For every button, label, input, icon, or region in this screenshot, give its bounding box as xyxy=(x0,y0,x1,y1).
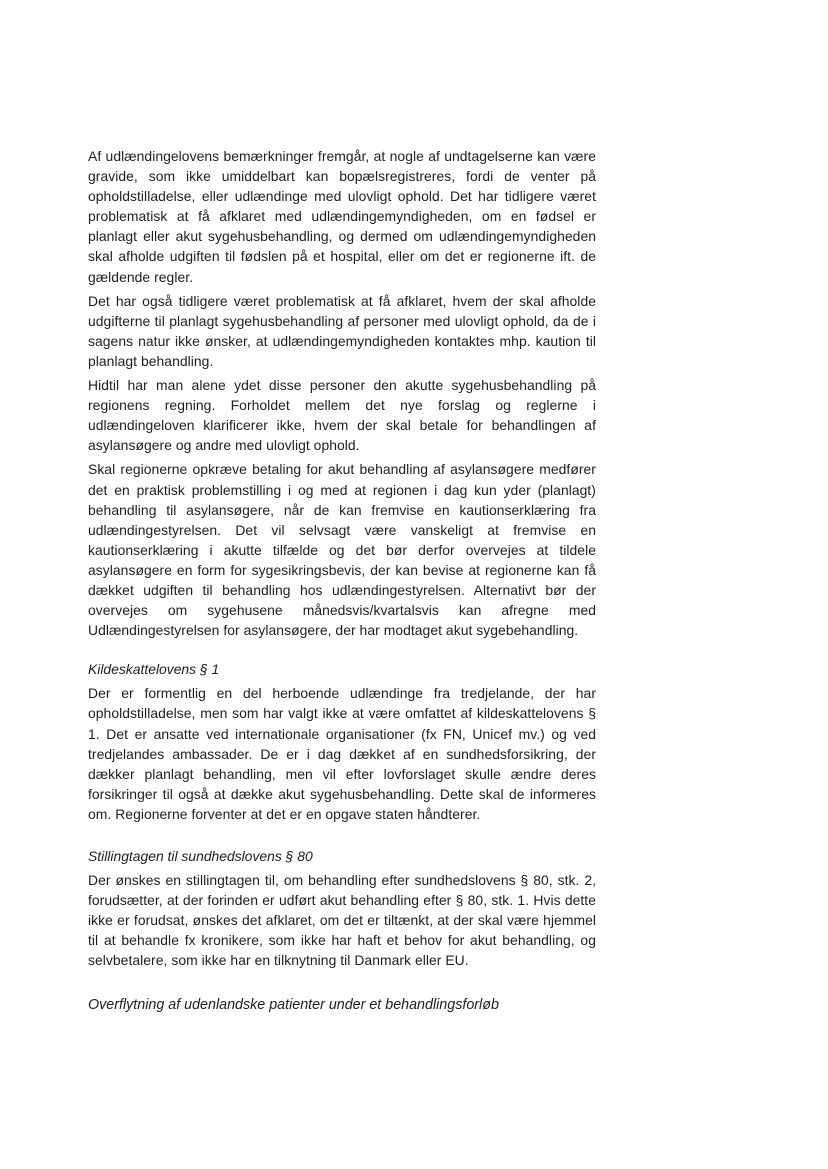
paragraph-udlaendingelov: Af udlændingelovens bemærkninger fremgår, at nogle af undtagelserne kan være gravide, som ikke umiddelbart kan bopælsregistreres, fordi de venter på opholdstilladelse, eller udlændinge med ulovligt ophold. Det har tidligere været problematisk at få afklaret med udlændingemyndigheden, om en fødsel er planlagt eller akut sygehusbehandling, og dermed om udlændingemyndigheden skal afholde udgiften til fødslen på et hospital, eller om det er regionerne ift. de gældende regler. xyxy=(88,148,596,285)
paragraph-akut-behandling: Hidtil har man alene ydet disse personer den akutte sygehusbehandling på regionens regning. Forholdet mellem det nye forslag og reglerne i udlændingeloven klarificerer ikke, hvem der skal betale for behandlingen af asylansøgere og andre med ulovligt ophold. xyxy=(88,377,596,454)
heading-stillingtagen: Stillingtagen til sundhedslovens § 80 xyxy=(88,848,313,864)
paragraph-asylansoegere: Skal regionerne opkræve betaling for akut behandling af asylansøgere medfører det en praktisk problemstilling i og med at regionen i dag kun yder (planlagt) behandling til asylansøgere, når de kan fremvise en kautionserklæring fra udlændingestyrelsen. Det vil selvsagt være vanskeligt at fremvise en kautionserklæring i akutte tilfælde og det bør derfor overvejes at tildele asylansøgere en form for sygesikringsbevis, der kan bevise at regionerne kan få dækket udgiften til behandling hos udlændingestyrelsen. Alternativt bør der overvejes om sygehusene månedsvis/kvartalsvis kan afregne med Udlændingestyrelsen for asylansøgere, der har modtaget akut sygebehandling. xyxy=(88,461,596,639)
paragraph-planlagt-behandling: Det har også tidligere været problematisk at få afklaret, hvem der skal afholde udgifterne til planlagt sygehusbehandling af personer med ulovligt ophold, da de i sagens natur ikke ønsker, at udlændingemyndigheden kontaktes mhp. kaution til planlagt behandling. xyxy=(88,292,596,369)
heading-kildeskattelov: Kildeskattelovens § 1 xyxy=(88,661,220,678)
heading-overflytning: Overflytning af udenlandske patienter under et behandlingsforløb xyxy=(88,996,499,1013)
paragraph-stillingtagen: Der ønskes en stillingtagen til, om behandling efter sundhedslovens § 80, stk. 2, forudsætter, at der forinden er udført akut behandling efter § 80, stk. 1. Hvis dette ikke er forudsat, ønskes det afklaret, om det er tiltænkt, at der skal være hjemmel til at behandle fx kronikere, som ikke har haft et behov for akut behandling, og selvbetalere, som ikke har en tilknytning til Danmark eller EU. xyxy=(88,872,596,969)
document-page xyxy=(88,146,596,1019)
paragraph-kildeskattelov: Der er formentlig en del herboende udlændinge fra tredjelande, der har opholdstilladelse, men som har valgt ikke at være omfattet af kildeskattelovens § 1. Det er ansatte ved internationale organisationer (fx FN, Unicef mv.) og ved tredjelandes ambassader. De er i dag dækket af en sundhedsforsikring, der dækker planlagt behandling, men vil efter lovforslaget skulle ændre deres forsikringer til også at dække akut sygehusbehandling. Dette skal de informeres om. Regionerne forventer at det er en opgave staten håndterer. xyxy=(88,685,596,822)
